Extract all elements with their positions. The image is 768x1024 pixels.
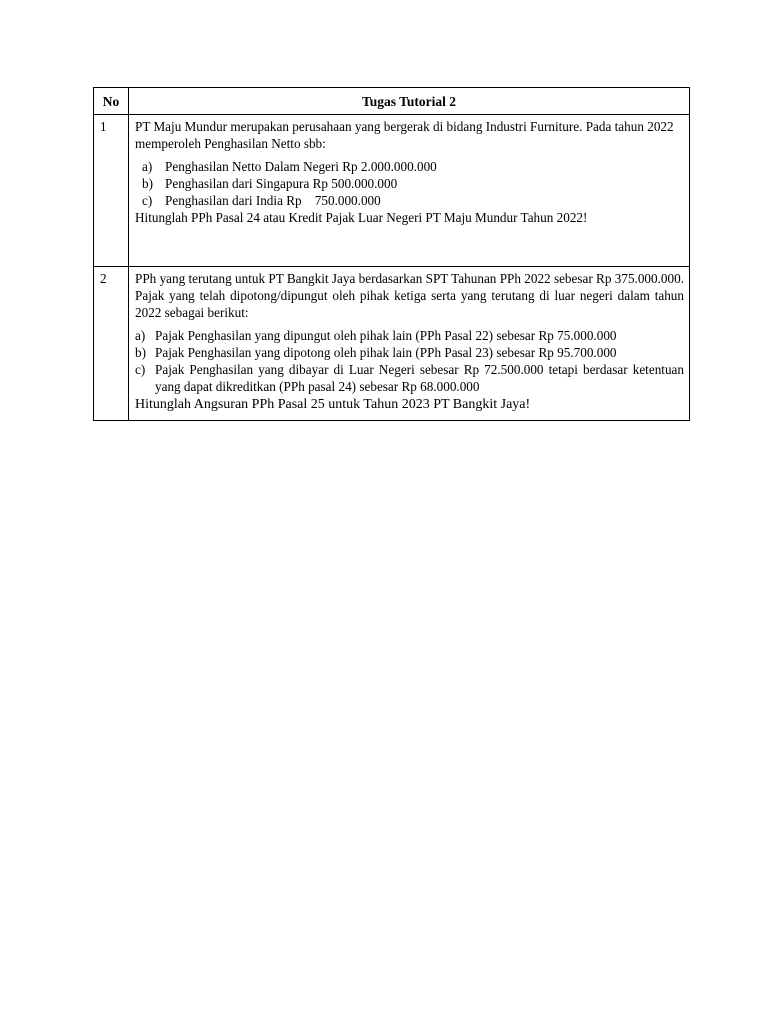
header-title: Tugas Tutorial 2 [129, 88, 690, 115]
table-row [94, 115, 690, 267]
item-marker: b) [135, 345, 146, 360]
question-closing: Hitunglah Angsuran PPh Pasal 25 untuk Tahun 2023 PT Bangkit Jaya! [135, 397, 531, 412]
row-content [129, 115, 690, 267]
item-marker: c) [142, 193, 153, 208]
list-item [135, 192, 684, 209]
item-marker: c) [135, 362, 146, 377]
table-header-row [94, 88, 690, 115]
question-closing: Hitunglah PPh Pasal 24 atau Kredit Pajak Luar Negeri PT Maju Mundur Tahun 2022! [135, 210, 588, 225]
item-marker: b) [142, 176, 153, 191]
row-number: 2 [94, 267, 129, 421]
question-intro: PT Maju Mundur merupakan perusahaan yang bergerak di bidang Industri Furniture. Pada tahun 2022 memperoleh Penghasilan Netto sbb: [135, 119, 674, 151]
list-item [135, 158, 684, 175]
item-text: Penghasilan dari India Rp 750.000.000 [165, 193, 381, 208]
assignment-table [93, 87, 690, 421]
question-intro: PPh yang terutang untuk PT Bangkit Jaya berdasarkan SPT Tahunan PPh 2022 sebesar Rp 375.000.000. Pajak yang telah dipotong/dipungut oleh pihak ketiga serta yang terutang di luar negeri dalam tahun 2022 sebagai berikut: [135, 271, 684, 320]
row-number: 1 [94, 115, 129, 267]
question-items [135, 327, 684, 395]
question-items [135, 158, 684, 209]
list-item [135, 327, 684, 344]
list-item [135, 175, 684, 192]
item-text: Penghasilan Netto Dalam Negeri Rp 2.000.000.000 [165, 159, 437, 174]
list-item [135, 361, 684, 395]
item-marker: a) [142, 159, 153, 174]
item-text: Pajak Penghasilan yang dipungut oleh pihak lain (PPh Pasal 22) sebesar Rp 75.000.000 [155, 328, 617, 343]
item-text: Pajak Penghasilan yang dibayar di Luar Negeri sebesar Rp 72.500.000 tetapi berdasar ketentuan yang dapat dikreditkan (PPh pasal 24) sebesar Rp 68.000.000 [155, 362, 684, 394]
list-item [135, 344, 684, 361]
item-text: Pajak Penghasilan yang dipotong oleh pihak lain (PPh Pasal 23) sebesar Rp 95.700.000 [155, 345, 617, 360]
header-no: No [94, 88, 129, 115]
item-marker: a) [135, 328, 146, 343]
row-content [129, 267, 690, 421]
item-text: Penghasilan dari Singapura Rp 500.000.000 [165, 176, 398, 191]
table-row [94, 267, 690, 421]
